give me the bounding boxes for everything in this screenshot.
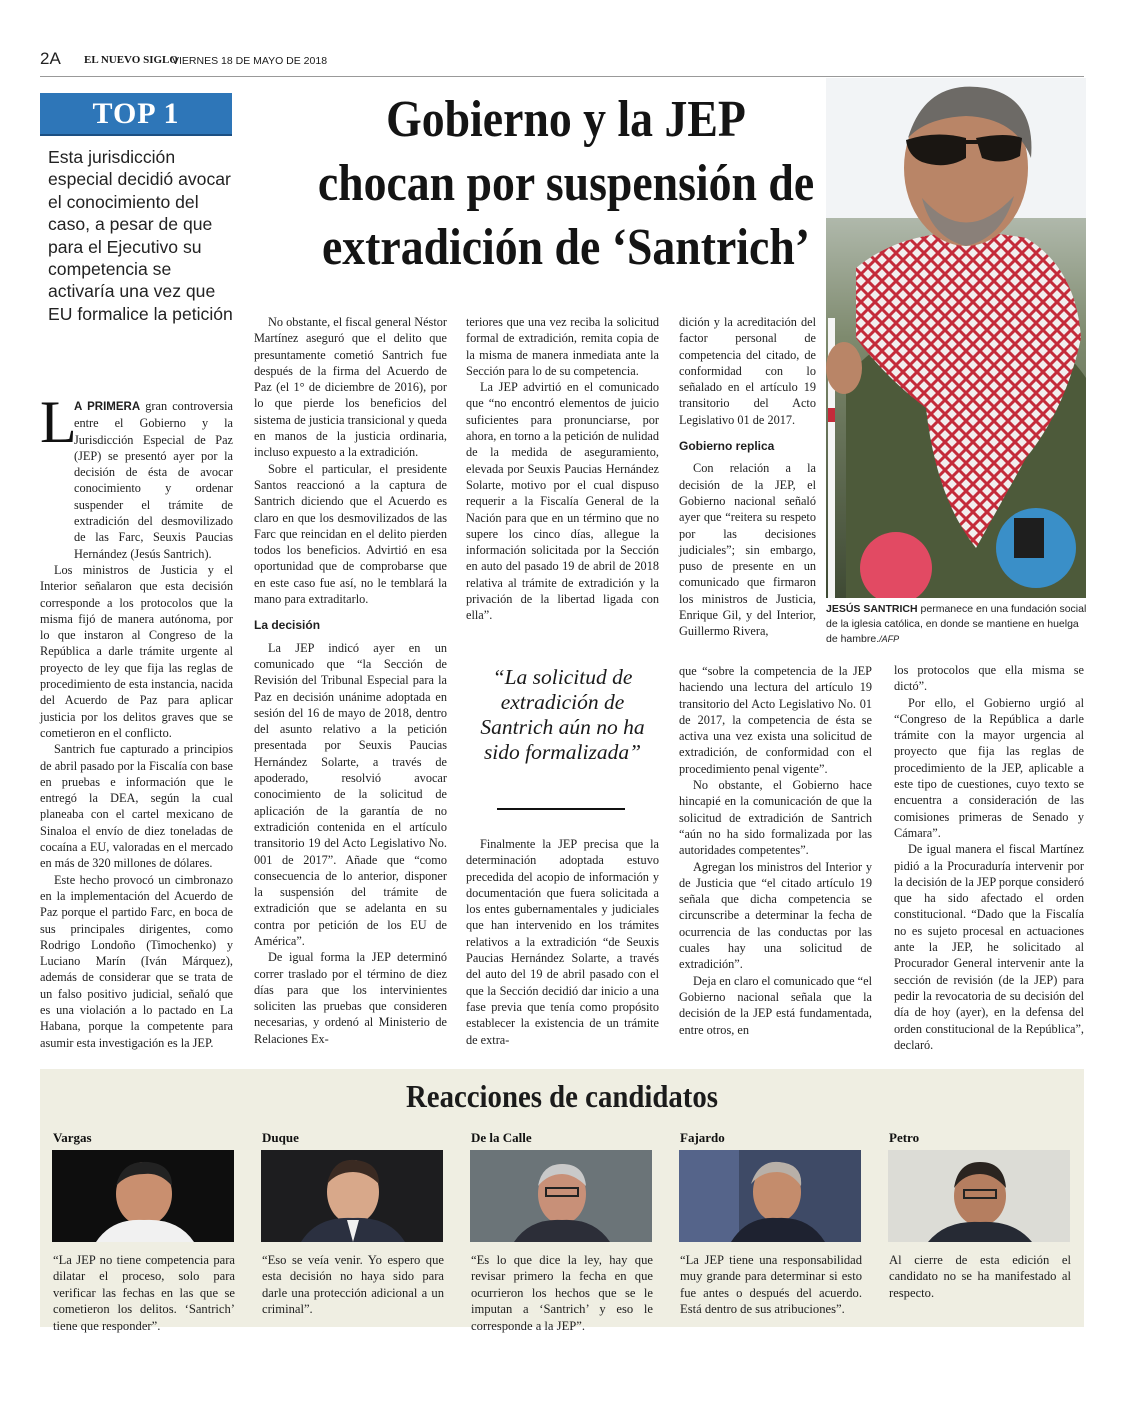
paragraph: No obstante, el fiscal general Néstor Martínez aseguró que el delito que presuntamente cometió Santrich fue después de la firma del Acuerdo de Paz (el 1° de diciembre de 2016), por lo que pierde los beneficios del sistema de justicia transicional y queda en manos de la justicia ordinaria, incluso expuesto a la extradición. <box>254 315 447 460</box>
candidate-quote: “Es lo que dice la ley, hay que revisar primero la fecha en que ocurrieron los hechos que se le imputan a ‘Santrich’ y eso le corresponde a la JEP”. <box>471 1253 653 1333</box>
article-column-2 <box>254 314 447 1047</box>
paragraph: Con relación a la decisión de la JEP, el Gobierno nacional señaló ayer que “reitera su respeto por las decisiones judiciales”; sin embargo, puso de presente en un comunicado que firmaron los ministros de Justicia, Enrique Gil, y del Interior, Guillermo Rivera, <box>679 461 816 639</box>
article-column-1 <box>40 398 233 1051</box>
paragraph: dición y la acreditación del factor personal de competencia del citado, de conformidad con lo señalado en el artículo 19 transitorio del Acto Legislativo 01 de 2017. <box>679 315 816 427</box>
lead-bold: A PRIMERA <box>74 401 141 413</box>
candidate-quote: Al cierre de esta edición el candidato no se ha manifestado al respecto. <box>889 1253 1071 1300</box>
issue-date: VIERNES 18 DE MAYO DE 2018 <box>172 55 328 67</box>
caption-name: JESÚS SANTRICH <box>826 603 918 615</box>
headline <box>284 88 847 280</box>
top-badge-underline <box>40 134 232 136</box>
candidate-photo <box>261 1150 443 1242</box>
paragraph: La JEP indicó ayer en un comunicado que “la Sección de Revisión del Tribunal Especial para la Paz en decisión unánime adoptada en sesión del 16 de mayo de 2018, dentro del asunto relativo a la petición presentada por Seuxis Paucias Hernández Solarte, a través de apoderado, resolvió avocar conocimiento de la solicitud de aplicación de la garantía de no extradición contenida en el artículo transitorio 19 del Acto Legislativo No. 001 de 2017”. Añade que “como consecuencia de lo anterior, disponer la suspensión del trámite de extradición que se adelanta en su contra por petición de los EU de América”. <box>254 640 447 948</box>
article-column-5 <box>894 662 1084 1053</box>
candidate-photo <box>888 1150 1070 1242</box>
subhead-decision: La decisión <box>254 618 321 633</box>
photo-credit: /AFP <box>879 634 900 644</box>
paragraph: Este hecho provocó un cimbronazo en la implementación del Acuerdo de Paz porque el partido Farc, en boca de sus principales dirigentes, como Rodrigo Londoño (Timochenko) y Luciano Marín (Iván Márquez), además de considerar que se trata de un falso positivo judicial, señaló que es una violación a lo pactado en La Habana, porque la competente para asumir esta investigación es la JEP. <box>40 872 233 1050</box>
headline-line-3: extradición de ‘Santrich’ <box>321 219 811 276</box>
paragraph: La JEP advirtió en el comunicado que “no encontró elementos de juicio suficientes para pronunciarse, por ahora, en torno a la petición de nulidad de la medida de aseguramiento, elevada por Seuxis Paucias Hernández Solarte, motivo por el cual dispuso requerir a la Fiscalía General de la Nación para que en un término que no supere los cinco días, allegue la información solicitada por la Sección en auto del pasado 19 de abril de 2018 relativa al trámite de extradición y la privación de la libertad ligada con ella”. <box>466 380 659 623</box>
caption-text: permanece en una fundación social de la iglesia católica, en donde se mantiene en huelga de hambre. <box>826 603 1087 645</box>
paragraph: No obstante, el Gobierno hace hincapié en la comunicación de que la solicitud de extradición de Santrich “aún no ha sido formalizada por las autoridades competentes”. <box>679 778 872 858</box>
main-photo <box>826 78 1086 598</box>
candidate-portrait <box>52 1150 234 1242</box>
candidate-quote: “La JEP tiene una responsabilidad muy grande para determinar si esto fue antes o después del acuerdo. Está dentro de sus atribuciones”. <box>680 1253 862 1317</box>
candidate-photo <box>52 1150 234 1242</box>
header-divider <box>40 76 1084 77</box>
headline-line-1: Gobierno y la JEP <box>386 91 746 148</box>
paragraph: Agregan los ministros del Interior y de Justicia que “el citado artículo 19 señala que dicha competencia se circunscribe a determinar la fecha de ocurrencia de las conductas por las cuales hay una solicitud de extradición”. <box>679 859 872 972</box>
pull-quote-rule <box>497 808 625 810</box>
article-column-4-lower <box>679 663 872 1038</box>
candidate-portrait <box>261 1150 443 1242</box>
drop-cap: L <box>40 389 77 455</box>
candidate-name: De la Calle <box>471 1130 532 1145</box>
candidate-name: Vargas <box>53 1130 92 1145</box>
portrait-illustration <box>826 78 1086 598</box>
page-number: 2A <box>40 49 61 68</box>
paragraph: gran controversia entre el Gobierno y la Jurisdicción Especial de Paz (JEP) se presentó ayer por la decisión de ésta de avocar conocimiento y ordenar suspender el trámite de extradición del desmovilizado de las Farc, Seuxis Paucias Hernández (Jesús Santrich). <box>74 399 233 561</box>
paragraph: Sobre el particular, el presidente Santos reaccionó a la captura de Santrich diciendo que el Acuerdo es claro en que los desmovilizados de las Farc que reincidan en el delito pierden todos los beneficios. Advirtió en esa oportunidad que de comprobarse que en este caso fue así, no le temblará la mano para extraditarlo. <box>254 461 447 607</box>
paragraph: Deja en claro el comunicado que “el Gobierno nacional señala que la decisión de la JEP está fundamentada, entre otros, en <box>679 973 872 1037</box>
photo-caption <box>826 602 1088 647</box>
pull-quote: “La solicitud de extradición de Santrich aún no ha sido formalizada” <box>480 665 645 764</box>
paragraph: Finalmente la JEP precisa que la determinación adoptada estuvo precedida del acopio de información y documentación que fuera solicitada a los entes gubernamentales y judiciales que han intervenido en los trámites relativos a la extradición “de Seuxis Paucias Hernández Solarte, a través del auto del 19 de abril pasado con el que la Sección decidió dar inicio a una fase previa que tenía como propósito establecer la existencia de un trámite de extra- <box>466 837 659 1047</box>
candidate-quote: “La JEP no tiene competencia para dilatar el proceso, solo para verificar las fechas en las que se cometieron los delitos. ‘Santrich’ tiene que responder”. <box>53 1253 235 1333</box>
paragraph: Santrich fue capturado a principios de abril pasado por la Fiscalía con base en pruebas e información que le entregó la DEA, según la cual planeaba con el cartel mexicano de Sinaloa el envío de diez toneladas de cocaína a EU, valoradas en el mercado en más de 320 millones de dólares. <box>40 742 233 871</box>
headline-line-2: chocan por suspensión de <box>317 155 815 212</box>
candidate-portrait <box>470 1150 652 1242</box>
subhead-gobierno: Gobierno replica <box>679 439 775 454</box>
candidate-name: Fajardo <box>680 1130 725 1145</box>
candidate-name: Petro <box>889 1130 920 1145</box>
paragraph: que “sobre la competencia de la JEP haciendo una lectura del artículo 19 transitorio del Acto Legislativo No. 01 de 2017, la competencia de ésta se activa una vez exista una solicitud de extradición, de conformidad con el procedimiento penal vigente”. <box>679 664 872 776</box>
candidate-quote: “Eso se veía venir. Yo espero que esta decisión no haya sido para darle una protección adicional a un criminal”. <box>262 1253 444 1317</box>
candidate-portrait <box>679 1150 861 1242</box>
candidate-photo <box>679 1150 861 1242</box>
article-column-3 <box>466 314 659 624</box>
reactions-title: Reacciones de candidatos <box>406 1078 718 1114</box>
paragraph: teriores que una vez reciba la solicitud formal de extradición, remita copia de la misma de manera inmediata ante la Sección para lo de su competencia. <box>466 315 659 378</box>
article-column-4-upper <box>679 314 816 640</box>
paragraph: los protocolos que ella misma se dictó”. <box>894 663 1084 694</box>
article-column-3-lower <box>466 836 659 1048</box>
candidate-name: Duque <box>262 1130 299 1145</box>
newspaper-name: EL NUEVO SIGLO <box>84 54 178 66</box>
candidate-photo <box>470 1150 652 1242</box>
candidate-portrait <box>888 1150 1070 1242</box>
top-summary: Esta jurisdicción especial decidió avocar el conocimiento del caso, a pesar de que para el Ejecutivo su competencia se activaría una vez que EU formalice la petición <box>48 147 233 324</box>
top-badge: TOP 1 <box>40 93 232 135</box>
paragraph: Por ello, el Gobierno urgió al “Congreso de la República a darle trámite con la mayor urgencia al proyecto que fija las reglas de procedimiento de la JEP, aplicable a este tipo de cuestiones, cuyo texto se encuentra a consideración de las comisiones primeras de Senado y Cámara”. <box>894 695 1084 840</box>
paragraph: De igual forma la JEP determinó correr traslado por el término de diez días para que los intervinientes soliciten las pruebas que consideren necesarias, y ordenó al Ministerio de Relaciones Ex- <box>254 950 447 1046</box>
paragraph: Los ministros de Justicia y el Interior señalaron que esta decisión corresponde a los protocolos que la misma fijó de manera autónoma, por lo que instaron al Congreso de la República a darle trámite urgente al proyecto de ley que fija las reglas de procedimiento de esta instancia, nacida del Acuerdo de Paz para aplicar justicia por los delitos graves que se cometieron en el conflicto. <box>40 562 233 740</box>
paragraph: De igual manera el fiscal Martínez pidió a la Procuraduría intervenir por la decisión de la JEP porque consideró que ha sido afectado el orden constitucional. “Dado que la Fiscalía no es sujeto procesal en actuaciones ante la JEP, he solicitado al Procurador General intervenir ante la sección de revisión (de la JEP) para pedir la revocatoria de su decisión del día de hoy (ayer), en la defensa del orden constitucional de la República”, declaró. <box>894 842 1084 1052</box>
